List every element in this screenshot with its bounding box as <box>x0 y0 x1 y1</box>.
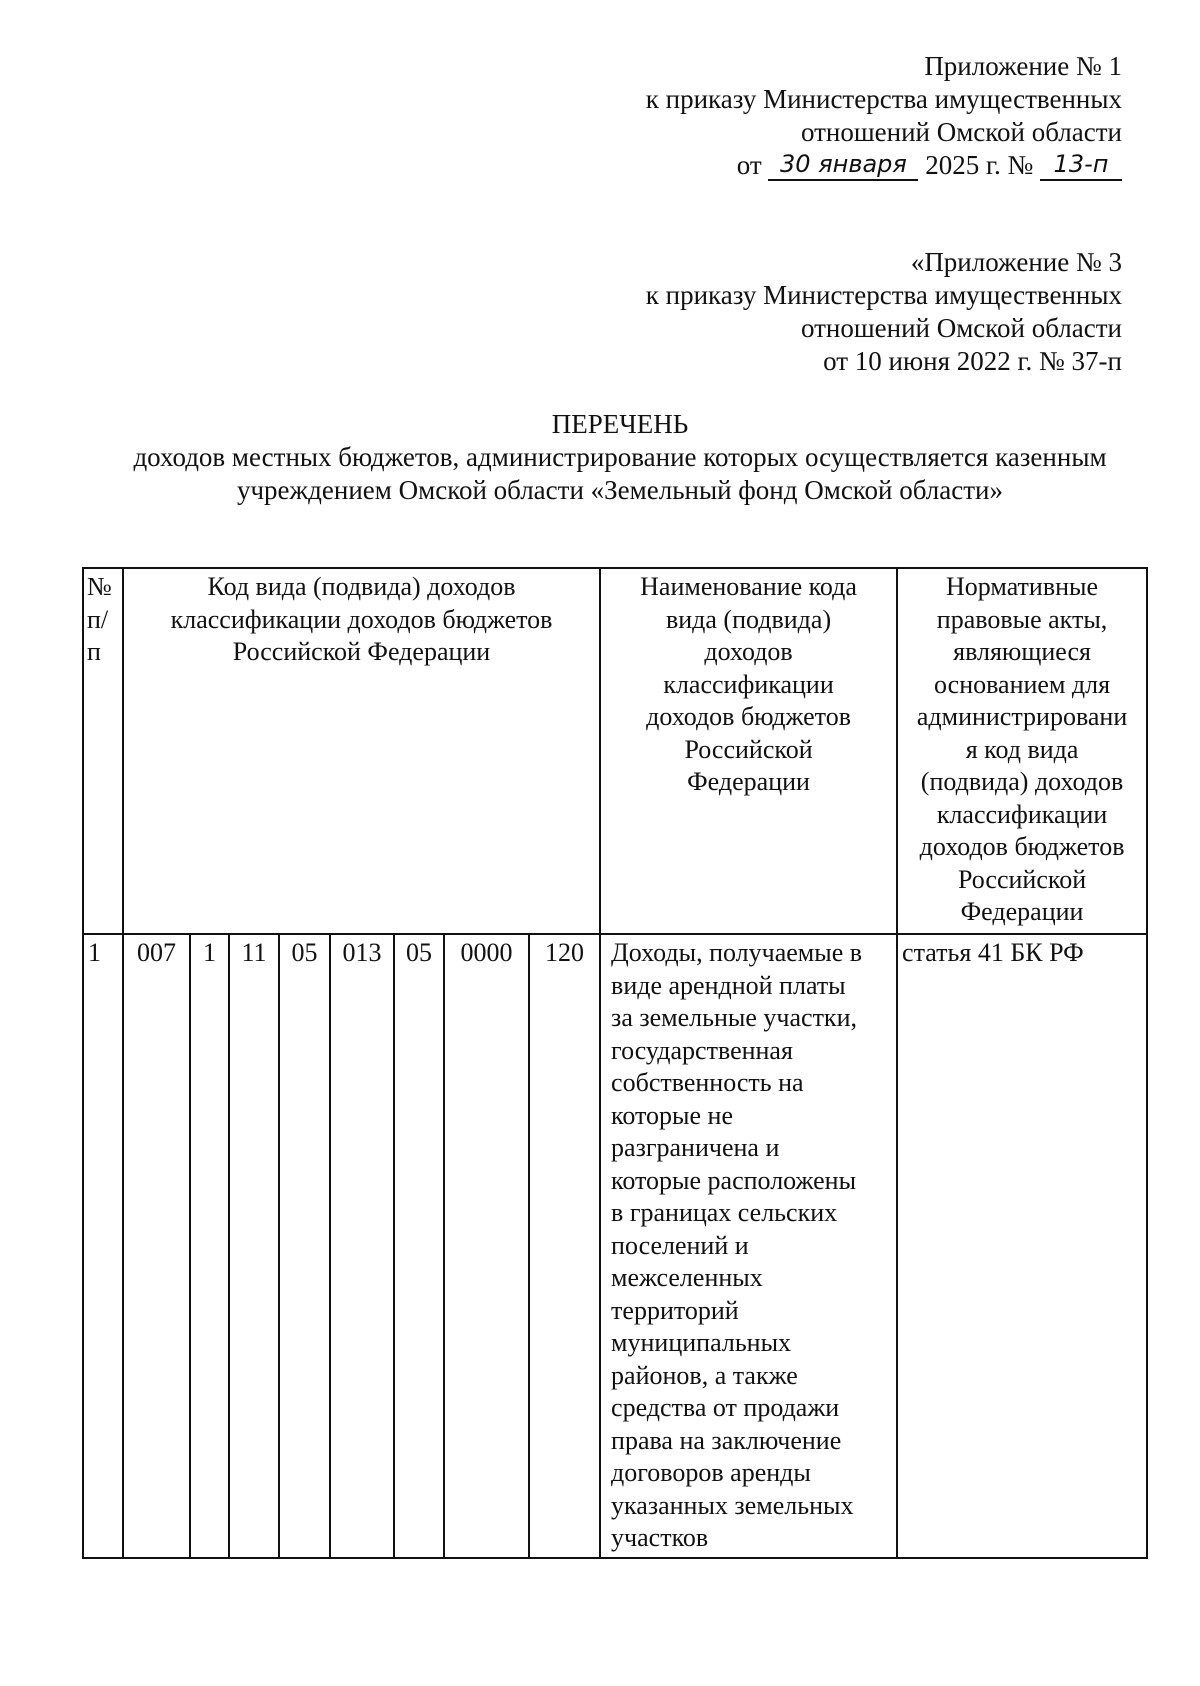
row-num: 1 <box>83 934 123 1558</box>
code-cell: 0000 <box>444 934 529 1558</box>
description-line: разграничена и <box>611 1133 780 1162</box>
header-acts-line: я код вида <box>965 734 1079 764</box>
description-line: которые не <box>611 1100 733 1130</box>
header-acts-line: (подвида) доходов <box>920 767 1124 796</box>
date-prefix: от <box>736 150 762 180</box>
description-line: за земельные участки, <box>611 1003 857 1032</box>
description-line: государственная <box>611 1035 793 1065</box>
date-year: 2025 г. № <box>925 150 1034 180</box>
header-code <box>123 568 600 934</box>
table-row <box>83 934 1147 1558</box>
code-cell: 120 <box>529 934 600 1558</box>
description-line: в границах сельских <box>611 1198 838 1227</box>
description-line: указанных земельных <box>611 1490 854 1520</box>
appendix-1-ministry-line: отношений Омской области <box>800 117 1122 147</box>
header-num <box>83 568 123 934</box>
description-line: участков <box>611 1523 709 1552</box>
header-name-line: Российской <box>684 734 813 764</box>
appendix-1-title: Приложение № 1 <box>924 51 1122 81</box>
code-cell: 11 <box>229 934 279 1558</box>
table-header-row <box>83 568 1147 934</box>
code-cell: 05 <box>279 934 330 1558</box>
code-cell: 05 <box>394 934 444 1558</box>
handwritten-date: 30 января <box>768 149 918 181</box>
description-line: межселенных <box>611 1263 763 1292</box>
document-title <box>0 408 1200 507</box>
description-line: договоров аренды <box>611 1458 811 1487</box>
description-line: территорий <box>611 1295 739 1325</box>
title-line-2: учреждением Омской области «Земельный фонд Омской области» <box>236 475 1004 505</box>
header-acts-line: правовые акты, <box>936 604 1108 634</box>
appendix-1-header <box>646 50 1122 183</box>
header-code-line: Код вида (подвида) доходов <box>207 572 516 601</box>
revenue-table <box>82 567 1148 1559</box>
appendix-3-order-line: к приказу Министерства имущественных <box>645 280 1122 310</box>
code-cell: 007 <box>123 934 190 1558</box>
appendix-3-date-line: от 10 июня 2022 г. № 37-п <box>823 346 1122 376</box>
description-line: собственность на <box>611 1068 804 1097</box>
header-name-line: вида (подвида) <box>665 604 832 634</box>
header-acts-line: доходов бюджетов <box>919 832 1125 861</box>
appendix-3-title: «Приложение № 3 <box>910 247 1122 277</box>
appendix-1-date-line <box>646 149 1122 183</box>
code-cell: 013 <box>330 934 394 1558</box>
code-cell: 1 <box>190 934 229 1558</box>
header-name-line: доходов <box>704 637 793 666</box>
header-acts <box>897 568 1147 934</box>
row-description <box>600 934 897 1558</box>
description-line: поселений и <box>611 1230 749 1260</box>
header-num-line: № <box>87 572 112 601</box>
header-name-line: Наименование кода <box>640 572 857 601</box>
header-acts-line: Федерации <box>960 897 1084 926</box>
appendix-3-ministry-line: отношений Омской области <box>800 313 1122 343</box>
description-line: права на заключение <box>611 1425 842 1455</box>
description-line: которые расположены <box>611 1165 857 1195</box>
title-line-1: доходов местных бюджетов, администрирование которых осуществляется казенным <box>133 442 1107 472</box>
header-code-line: классификации доходов бюджетов <box>170 604 553 634</box>
header-num-line: п/п <box>87 604 109 666</box>
header-name <box>600 568 897 934</box>
description-line: средства от продажи <box>611 1393 840 1422</box>
title-heading: ПЕРЕЧЕНЬ <box>551 409 689 439</box>
handwritten-number: 13-п <box>1040 149 1122 181</box>
header-acts-line: Российской <box>957 864 1087 894</box>
header-acts-line: Нормативные <box>946 572 1099 601</box>
header-acts-line: администрировани <box>916 702 1128 731</box>
appendix-1-order-line: к приказу Министерства имущественных <box>645 84 1122 114</box>
header-code-line: Российской Федерации <box>232 637 491 666</box>
appendix-3-header <box>646 246 1122 378</box>
description-line: виде арендной платы <box>611 970 846 1000</box>
header-acts-line: классификации <box>936 799 1108 829</box>
header-acts-line: основанием для <box>934 669 1111 699</box>
header-name-line: Федерации <box>687 767 810 796</box>
header-name-line: классификации <box>663 669 834 699</box>
description-line: муниципальных <box>611 1328 792 1357</box>
header-name-line: доходов бюджетов <box>646 702 851 731</box>
description-line: районов, а также <box>611 1360 798 1390</box>
header-acts-line: являющиеся <box>953 637 1091 666</box>
description-line: Доходы, получаемые в <box>611 938 863 967</box>
row-acts: статья 41 БК РФ <box>897 934 1147 1558</box>
